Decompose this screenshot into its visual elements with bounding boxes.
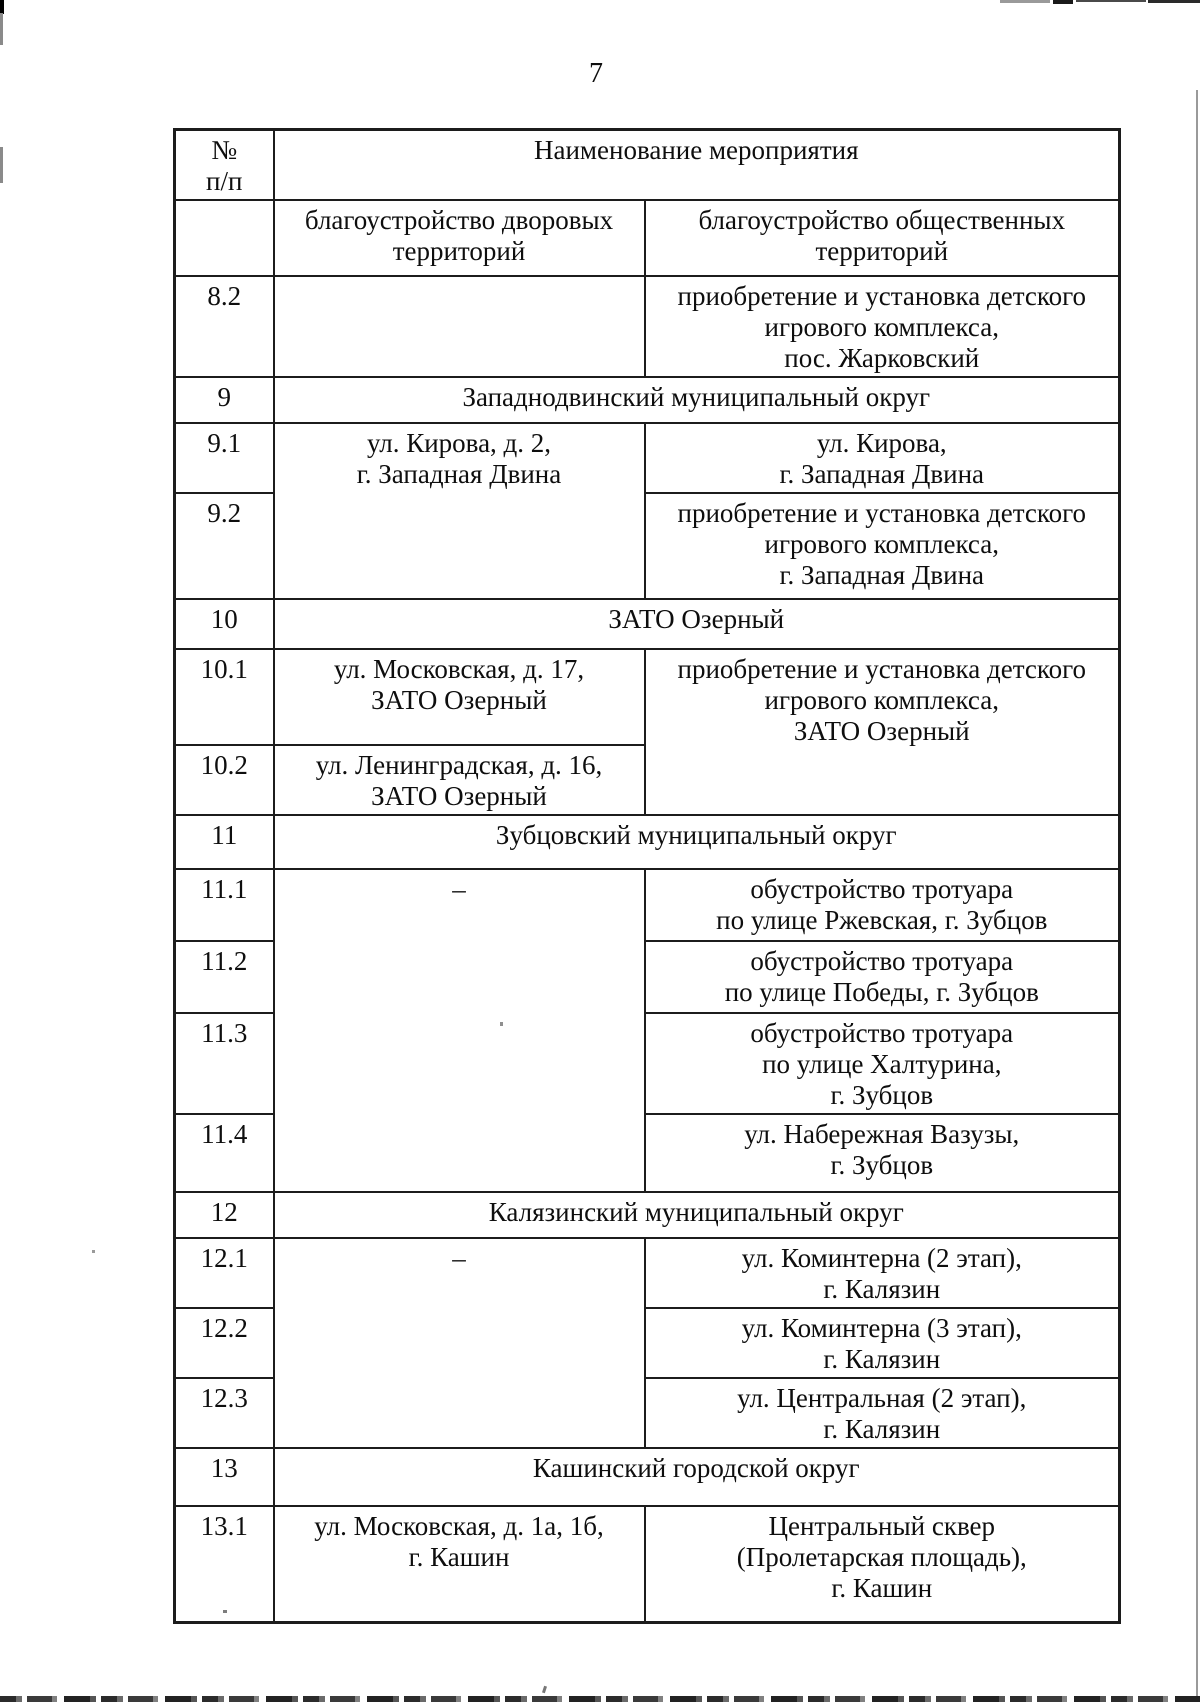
public-territory-cell: обустройство тротуара по улице Халтурина, г. Зубцов: [645, 1013, 1120, 1114]
table-row-10-section: [175, 599, 1120, 649]
scan-artifact-right-edge-line: [1196, 90, 1198, 1702]
row-num: 12.1: [175, 1238, 274, 1308]
public-territory-cell: приобретение и установка детского игрового комплекса, ЗАТО Озерный: [645, 649, 1120, 815]
page-number: 7: [589, 58, 603, 89]
table-row-9-1: [175, 423, 1120, 493]
header-sub-left-cell: благоустройство дворовых территорий: [274, 200, 645, 276]
public-territory-cell: обустройство тротуара по улице Победы, г. Зубцов: [645, 941, 1120, 1013]
courtyard-cell-empty: [274, 276, 645, 377]
scan-artifact-top-edge-segment: [1053, 0, 1073, 4]
row-num: 12.2: [175, 1308, 274, 1378]
courtyard-dash-cell: –: [274, 1238, 645, 1448]
row-num: 12.3: [175, 1378, 274, 1448]
courtyard-territory-cell: ул. Московская, д. 17, ЗАТО Озерный: [274, 649, 645, 745]
measures-table: [173, 128, 1121, 1624]
public-territory-cell: ул. Коминтерна (2 этап), г. Калязин: [645, 1238, 1120, 1308]
public-territory-cell: ул. Кирова, г. Западная Двина: [645, 423, 1120, 493]
header-row-1: [175, 130, 1120, 201]
header-empty-cell: [175, 200, 274, 276]
row-num: 10: [175, 599, 274, 649]
row-num: 11.4: [175, 1114, 274, 1192]
courtyard-territory-cell: ул. Московская, д. 1а, 1б, г. Кашин: [274, 1506, 645, 1622]
courtyard-territory-cell: ул. Ленинградская, д. 16, ЗАТО Озерный: [274, 745, 645, 815]
table-row-13-1: [175, 1506, 1120, 1622]
section-title-cell: Кашинский городской округ: [274, 1448, 1120, 1506]
row-num: 9.2: [175, 493, 274, 599]
scan-artifact-speck: [542, 1686, 547, 1694]
scan-artifact-bottom-band: [0, 1696, 1200, 1702]
table-row-11-section: [175, 815, 1120, 869]
row-num: 12: [175, 1192, 274, 1238]
row-num: 9: [175, 377, 274, 423]
scan-artifact-top-edge-segment: [1000, 0, 1050, 3]
public-territory-cell: обустройство тротуара по улице Ржевская, г. Зубцов: [645, 869, 1120, 941]
row-num: 10.2: [175, 745, 274, 815]
courtyard-territory-cell: ул. Кирова, д. 2, г. Западная Двина: [274, 423, 645, 599]
section-title-cell: Зубцовский муниципальный округ: [274, 815, 1120, 869]
row-num: 11.3: [175, 1013, 274, 1114]
scan-artifact-left-top-gray: [0, 13, 3, 45]
header-row-2: [175, 200, 1120, 276]
scan-artifact-top-edge-segment: [1076, 0, 1146, 2]
row-num: 8.2: [175, 276, 274, 377]
public-territory-cell: приобретение и установка детского игрового комплекса, г. Западная Двина: [645, 493, 1120, 599]
row-num: 10.1: [175, 649, 274, 745]
public-territory-cell: приобретение и установка детского игрового комплекса, пос. Жарковский: [645, 276, 1120, 377]
public-territory-cell: ул. Коминтерна (3 этап), г. Калязин: [645, 1308, 1120, 1378]
table-row-12-section: [175, 1192, 1120, 1238]
scan-artifact-speck: [92, 1250, 95, 1253]
row-num: 13: [175, 1448, 274, 1506]
section-title-cell: Калязинский муниципальный округ: [274, 1192, 1120, 1238]
table-row-11-1: [175, 869, 1120, 941]
scan-artifact-left-mid-gray: [0, 147, 3, 183]
header-sub-right-cell: благоустройство общественных территорий: [645, 200, 1120, 276]
section-title-cell: Западнодвинский муниципальный округ: [274, 377, 1120, 423]
public-territory-cell: ул. Центральная (2 этап), г. Калязин: [645, 1378, 1120, 1448]
public-territory-cell: ул. Набережная Вазузы, г. Зубцов: [645, 1114, 1120, 1192]
row-num: 13.1: [175, 1506, 274, 1622]
public-territory-cell: Центральный сквер (Пролетарская площадь), г. Кашин: [645, 1506, 1120, 1622]
row-num: 9.1: [175, 423, 274, 493]
header-group-cell: Наименование мероприятия: [274, 130, 1120, 201]
table-row-13-section: [175, 1448, 1120, 1506]
section-title-cell: ЗАТО Озерный: [274, 599, 1120, 649]
table-row-9-section: [175, 377, 1120, 423]
header-num-cell: № п/п: [175, 130, 274, 201]
table-row-10-1: [175, 649, 1120, 745]
row-num: 11.1: [175, 869, 274, 941]
courtyard-dash-cell: –: [274, 869, 645, 1192]
scan-artifact-left-top-black: [0, 0, 4, 14]
row-num: 11.2: [175, 941, 274, 1013]
scan-artifact-top-edge-segment: [1148, 0, 1200, 3]
table-row-12-1: [175, 1238, 1120, 1308]
row-num: 11: [175, 815, 274, 869]
table-row-8-2: [175, 276, 1120, 377]
